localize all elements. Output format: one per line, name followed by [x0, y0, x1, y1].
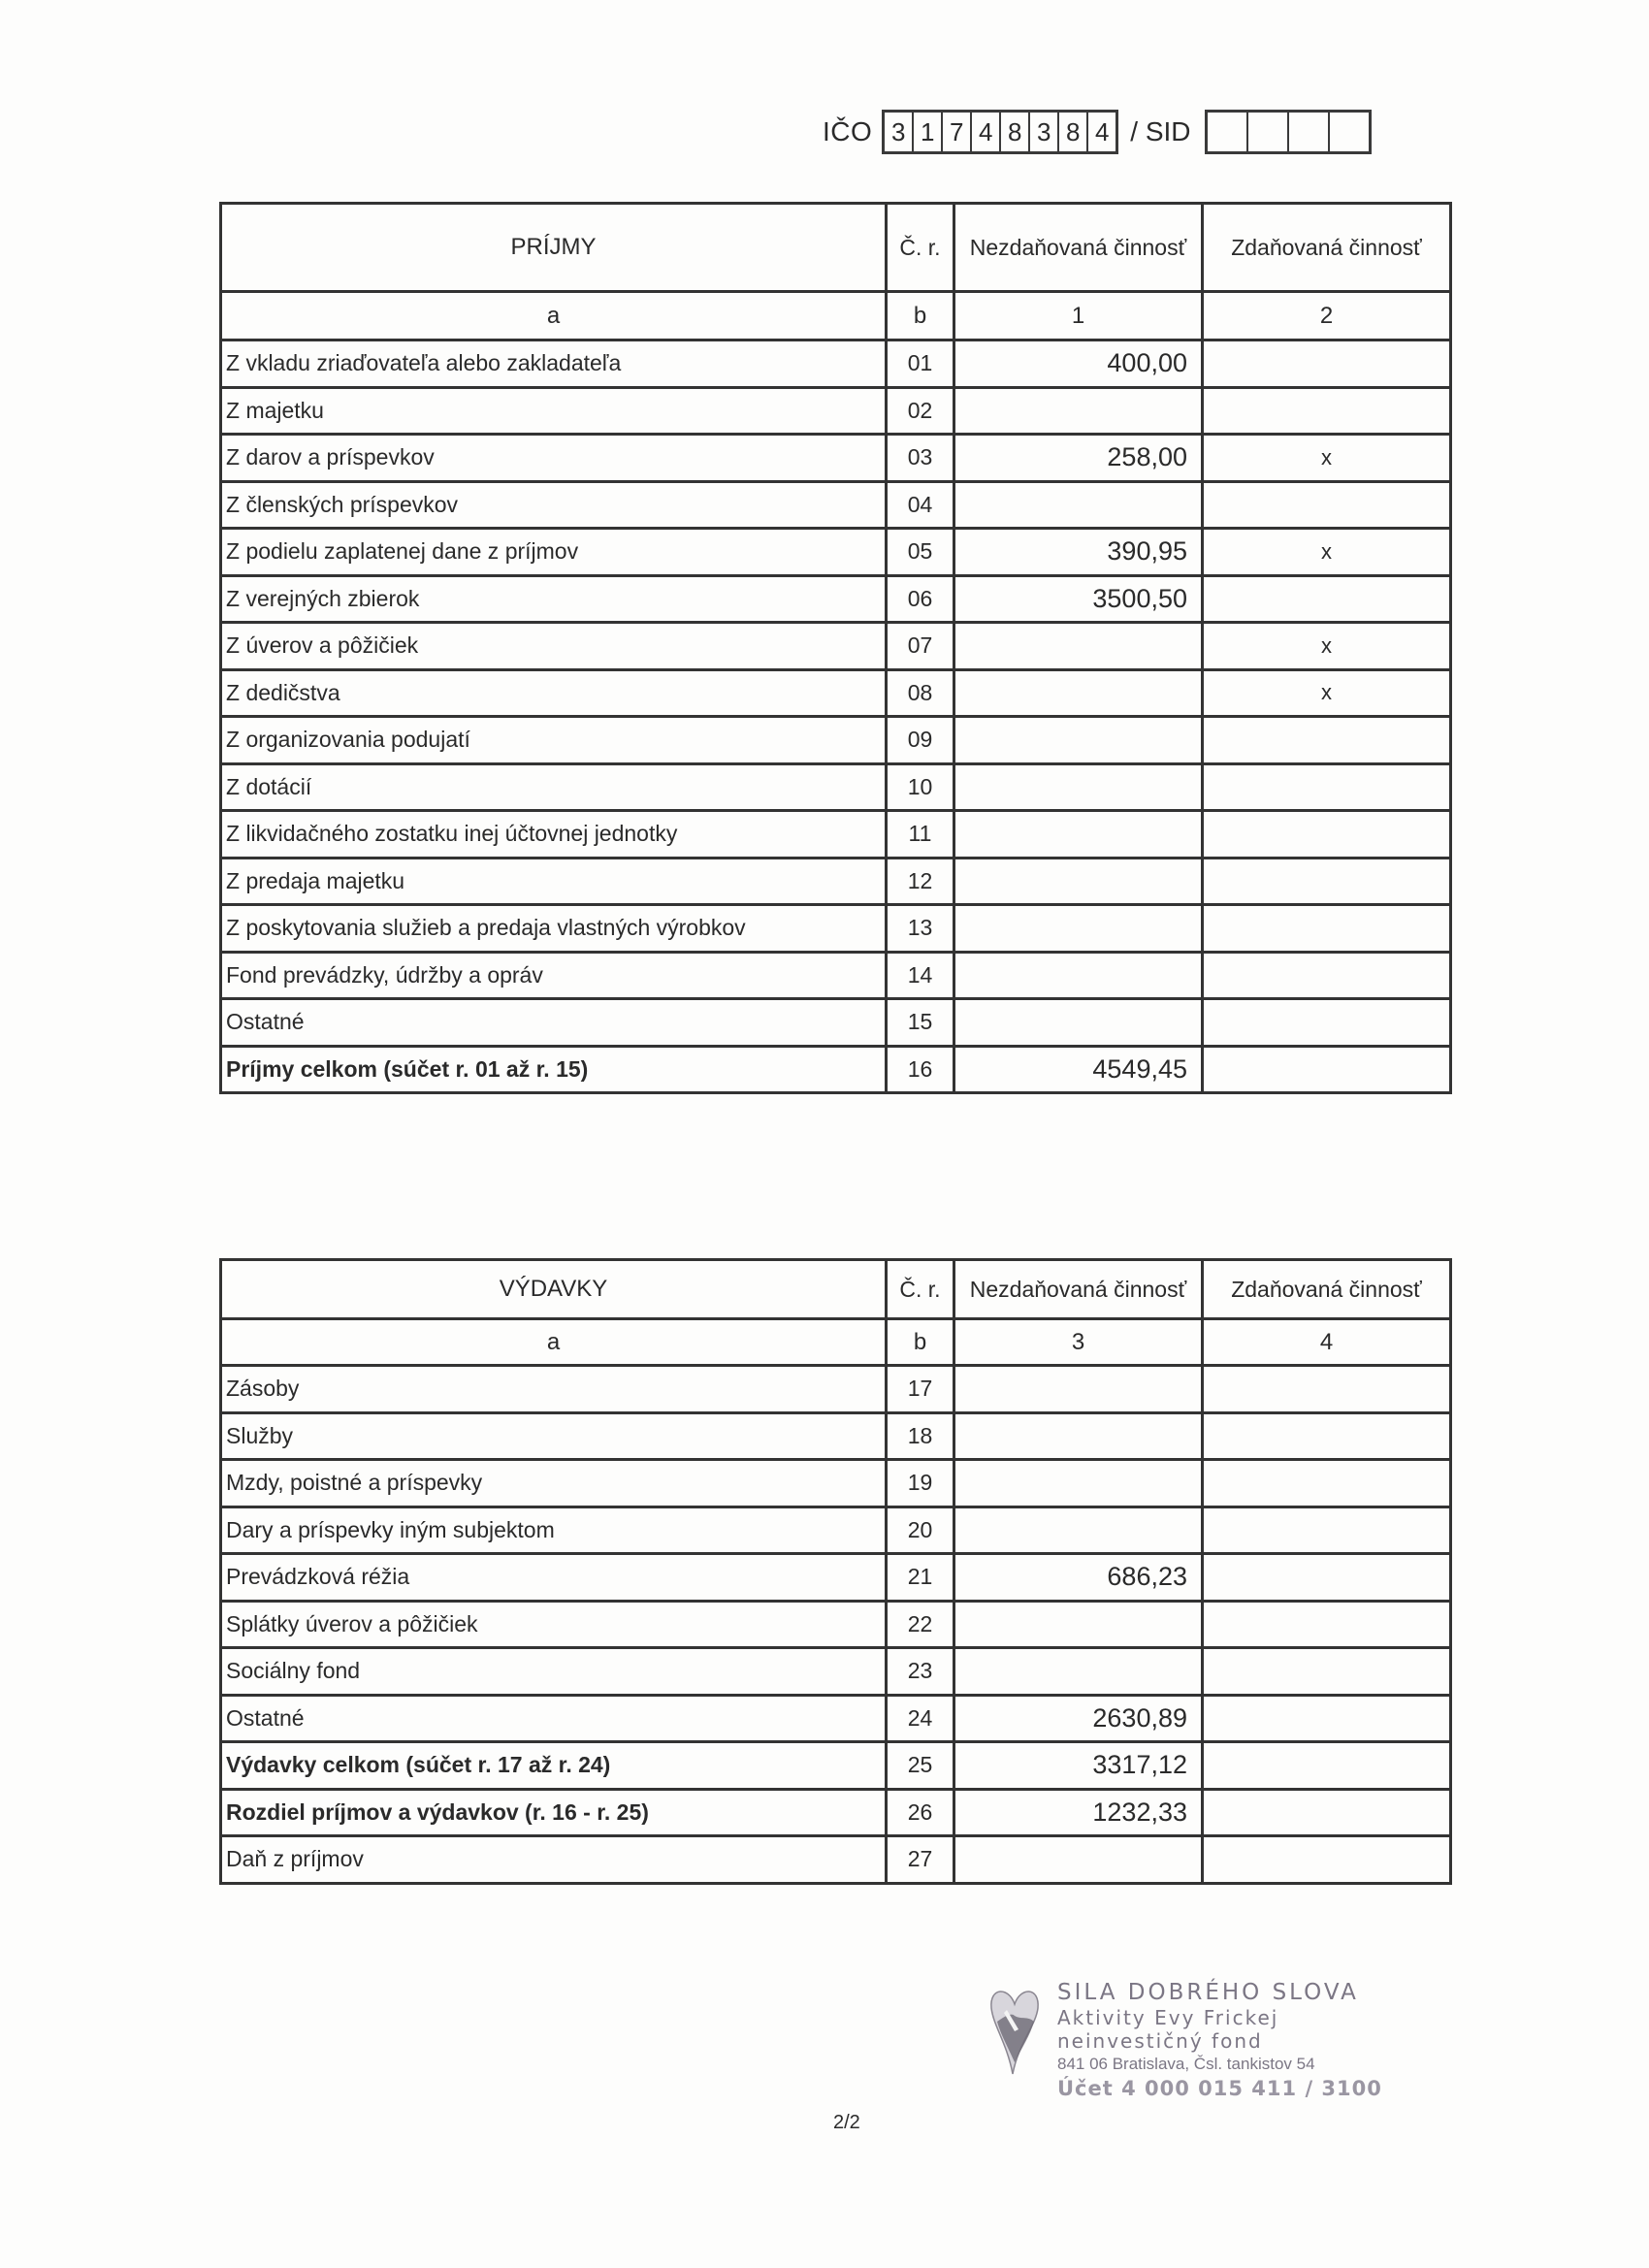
untaxed-value-cell[interactable]: 258,00 — [954, 435, 1203, 482]
table-row — [221, 1789, 1451, 1836]
taxed-value-cell[interactable] — [1203, 1789, 1451, 1836]
untaxed-value-cell[interactable] — [954, 1507, 1203, 1554]
untaxed-value-cell[interactable] — [954, 999, 1203, 1047]
row-number-header: Č. r. — [887, 204, 954, 292]
ico-digit[interactable]: 8 — [1001, 113, 1030, 151]
table-row — [221, 1836, 1451, 1884]
row-label: Rozdiel príjmov a výdavkov (r. 16 - r. 25) — [221, 1789, 887, 1836]
row-label: Z členských príspevkov — [221, 481, 887, 529]
row-number-header: Č. r. — [887, 1260, 954, 1319]
untaxed-value-cell[interactable] — [954, 763, 1203, 811]
untaxed-value-cell[interactable]: 2630,89 — [954, 1695, 1203, 1742]
table-row — [221, 952, 1451, 999]
expense-title: VÝDAVKY — [221, 1260, 887, 1319]
table-row — [221, 1601, 1451, 1648]
row-number: 07 — [887, 623, 954, 670]
row-label: Z darov a príspevkov — [221, 435, 887, 482]
table-row — [221, 905, 1451, 953]
untaxed-value-cell[interactable]: 686,23 — [954, 1554, 1203, 1602]
income-table — [219, 202, 1452, 1094]
row-label: Zásoby — [221, 1366, 887, 1413]
row-label: Daň z príjmov — [221, 1836, 887, 1884]
taxed-value-cell[interactable] — [1203, 811, 1451, 859]
row-number: 26 — [887, 1789, 954, 1836]
col-b-label: b — [887, 1319, 954, 1366]
expense-subheader-row — [221, 1319, 1451, 1366]
untaxed-value-cell[interactable]: 3500,50 — [954, 575, 1203, 623]
sid-digit[interactable] — [1289, 113, 1330, 151]
row-number: 15 — [887, 999, 954, 1047]
taxed-value-cell[interactable] — [1203, 1836, 1451, 1884]
row-label: Fond prevádzky, údržby a opráv — [221, 952, 887, 999]
ico-digit[interactable]: 3 — [885, 113, 914, 151]
taxed-value-cell[interactable] — [1203, 952, 1451, 999]
table-row — [221, 1460, 1451, 1507]
untaxed-value-cell[interactable] — [954, 811, 1203, 859]
taxed-value-cell[interactable]: x — [1203, 669, 1451, 717]
taxed-value-cell[interactable]: x — [1203, 623, 1451, 670]
row-label: Z predaja majetku — [221, 858, 887, 905]
row-number: 24 — [887, 1695, 954, 1742]
table-row — [221, 669, 1451, 717]
taxed-value-cell[interactable] — [1203, 858, 1451, 905]
sid-label: / SID — [1130, 116, 1191, 146]
row-label: Ostatné — [221, 999, 887, 1047]
ico-digit[interactable]: 8 — [1059, 113, 1088, 151]
row-number: 27 — [887, 1836, 954, 1884]
row-number: 12 — [887, 858, 954, 905]
row-number: 18 — [887, 1412, 954, 1460]
row-number: 04 — [887, 481, 954, 529]
row-label: Splátky úverov a pôžičiek — [221, 1601, 887, 1648]
table-row — [221, 1046, 1451, 1093]
table-row — [221, 717, 1451, 764]
table-row — [221, 763, 1451, 811]
row-number: 19 — [887, 1460, 954, 1507]
row-number: 01 — [887, 340, 954, 388]
row-number: 22 — [887, 1601, 954, 1648]
table-row — [221, 575, 1451, 623]
row-number: 17 — [887, 1366, 954, 1413]
taxed-value-cell[interactable] — [1203, 387, 1451, 435]
income-subheader-row — [221, 292, 1451, 340]
untaxed-value-cell[interactable] — [954, 623, 1203, 670]
row-label: Služby — [221, 1412, 887, 1460]
untaxed-value-cell[interactable] — [954, 1836, 1203, 1884]
sid-digit-boxes — [1205, 110, 1372, 154]
taxed-value-cell[interactable] — [1203, 1507, 1451, 1554]
expense-header-row — [221, 1260, 1451, 1319]
col-2-label: 2 — [1203, 292, 1451, 340]
table-row — [221, 811, 1451, 859]
untaxed-value-cell[interactable]: 3317,12 — [954, 1742, 1203, 1790]
taxed-activity-header: Zdaňovaná činnosť — [1203, 1260, 1451, 1319]
table-row — [221, 1742, 1451, 1790]
taxed-value-cell[interactable] — [1203, 763, 1451, 811]
table-row — [221, 529, 1451, 576]
table-row — [221, 623, 1451, 670]
row-number: 16 — [887, 1046, 954, 1093]
untaxed-value-cell[interactable] — [954, 1460, 1203, 1507]
row-label: Z dedičstva — [221, 669, 887, 717]
row-number: 08 — [887, 669, 954, 717]
col-4-label: 4 — [1203, 1319, 1451, 1366]
taxed-value-cell[interactable] — [1203, 717, 1451, 764]
row-label: Z vkladu zriaďovateľa alebo zakladateľa — [221, 340, 887, 388]
row-label: Z poskytovania služieb a predaja vlastných výrobkov — [221, 905, 887, 953]
income-header-row — [221, 204, 1451, 292]
taxed-value-cell[interactable]: x — [1203, 529, 1451, 576]
col-1-label: 1 — [954, 292, 1203, 340]
table-row — [221, 435, 1451, 482]
untaxed-value-cell[interactable]: 390,95 — [954, 529, 1203, 576]
table-row — [221, 999, 1451, 1047]
row-label: Z majetku — [221, 387, 887, 435]
untaxed-value-cell[interactable]: 1232,33 — [954, 1789, 1203, 1836]
row-number: 10 — [887, 763, 954, 811]
row-label: Z dotácií — [221, 763, 887, 811]
ico-digit-boxes — [882, 110, 1118, 154]
taxed-value-cell[interactable] — [1203, 1554, 1451, 1602]
income-title: PRÍJMY — [221, 204, 887, 292]
col-3-label: 3 — [954, 1319, 1203, 1366]
table-row — [221, 481, 1451, 529]
taxed-activity-header: Zdaňovaná činnosť — [1203, 204, 1451, 292]
row-label: Príjmy celkom (súčet r. 01 až r. 15) — [221, 1046, 887, 1093]
untaxed-value-cell[interactable] — [954, 1412, 1203, 1460]
table-row — [221, 1695, 1451, 1742]
taxed-value-cell[interactable] — [1203, 1460, 1451, 1507]
row-number: 06 — [887, 575, 954, 623]
row-label: Výdavky celkom (súčet r. 17 až r. 24) — [221, 1742, 887, 1790]
row-label: Dary a príspevky iným subjektom — [221, 1507, 887, 1554]
untaxed-value-cell[interactable] — [954, 905, 1203, 953]
untaxed-value-cell[interactable]: 4549,45 — [954, 1046, 1203, 1093]
table-row — [221, 1507, 1451, 1554]
sid-digit[interactable] — [1248, 113, 1289, 151]
taxed-value-cell[interactable] — [1203, 481, 1451, 529]
expense-table — [219, 1258, 1452, 1885]
table-row — [221, 340, 1451, 388]
untaxed-value-cell[interactable]: 400,00 — [954, 340, 1203, 388]
untaxed-value-cell[interactable] — [954, 858, 1203, 905]
stamp-subtitle: Aktivity Evy Frickej — [1057, 2006, 1279, 2029]
untaxed-activity-header: Nezdaňovaná činnosť — [954, 204, 1203, 292]
taxed-value-cell[interactable]: x — [1203, 435, 1451, 482]
stamp-address: 841 06 Bratislava, Čsl. tankistov 54 — [1057, 2055, 1315, 2073]
untaxed-value-cell[interactable] — [954, 481, 1203, 529]
row-label: Z podielu zaplatenej dane z príjmov — [221, 529, 887, 576]
ico-digit[interactable]: 3 — [1030, 113, 1059, 151]
taxed-value-cell[interactable] — [1203, 1695, 1451, 1742]
ico-digit[interactable]: 1 — [914, 113, 943, 151]
taxed-value-cell[interactable] — [1203, 1742, 1451, 1790]
taxed-value-cell[interactable] — [1203, 575, 1451, 623]
sid-digit[interactable] — [1208, 113, 1248, 151]
untaxed-value-cell[interactable] — [954, 1366, 1203, 1413]
untaxed-value-cell[interactable] — [954, 717, 1203, 764]
ico-sid-header — [823, 109, 1372, 155]
untaxed-activity-header: Nezdaňovaná činnosť — [954, 1260, 1203, 1319]
taxed-value-cell[interactable] — [1203, 1601, 1451, 1648]
stamp-account: Účet 4 000 015 411 / 3100 — [1057, 2077, 1382, 2100]
row-number: 11 — [887, 811, 954, 859]
untaxed-value-cell[interactable] — [954, 952, 1203, 999]
row-number: 25 — [887, 1742, 954, 1790]
row-number: 02 — [887, 387, 954, 435]
untaxed-value-cell[interactable] — [954, 1601, 1203, 1648]
stamp-org-name: SILA DOBRÉHO SLOVA — [1057, 1980, 1359, 2005]
row-label: Z verejných zbierok — [221, 575, 887, 623]
row-label: Prevádzková réžia — [221, 1554, 887, 1602]
table-row — [221, 858, 1451, 905]
row-number: 14 — [887, 952, 954, 999]
row-number: 05 — [887, 529, 954, 576]
table-row — [221, 1366, 1451, 1413]
taxed-value-cell[interactable] — [1203, 340, 1451, 388]
table-row — [221, 387, 1451, 435]
row-number: 09 — [887, 717, 954, 764]
row-label: Z likvidačného zostatku inej účtovnej jednotky — [221, 811, 887, 859]
ico-digit[interactable]: 4 — [1095, 116, 1110, 146]
taxed-value-cell[interactable] — [1203, 1648, 1451, 1696]
sid-digit[interactable] — [1330, 113, 1369, 151]
col-a-label: a — [221, 1319, 887, 1366]
ico-digit[interactable]: 7 — [943, 113, 972, 151]
row-label: Mzdy, poistné a príspevky — [221, 1460, 887, 1507]
taxed-value-cell[interactable] — [1203, 1366, 1451, 1413]
table-row — [221, 1554, 1451, 1602]
untaxed-value-cell[interactable] — [954, 387, 1203, 435]
page-number: 2/2 — [833, 2112, 860, 2133]
taxed-value-cell[interactable] — [1203, 1412, 1451, 1460]
row-label: Ostatné — [221, 1695, 887, 1742]
col-b-label: b — [887, 292, 954, 340]
taxed-value-cell[interactable] — [1203, 905, 1451, 953]
table-row — [221, 1648, 1451, 1696]
ico-label: IČO — [823, 116, 873, 146]
row-number: 13 — [887, 905, 954, 953]
untaxed-value-cell[interactable] — [954, 669, 1203, 717]
row-number: 20 — [887, 1507, 954, 1554]
untaxed-value-cell[interactable] — [954, 1648, 1203, 1696]
heart-icon — [989, 1983, 1040, 2076]
stamp-fund-type: neinvestičný fond — [1057, 2029, 1263, 2053]
table-row — [221, 1412, 1451, 1460]
taxed-value-cell[interactable] — [1203, 1046, 1451, 1093]
row-number: 21 — [887, 1554, 954, 1602]
row-number: 23 — [887, 1648, 954, 1696]
row-label: Z organizovania podujatí — [221, 717, 887, 764]
row-number: 03 — [887, 435, 954, 482]
row-label: Z úverov a pôžičiek — [221, 623, 887, 670]
taxed-value-cell[interactable] — [1203, 999, 1451, 1047]
ico-digit[interactable]: 4 — [972, 113, 1001, 151]
row-label: Sociálny fond — [221, 1648, 887, 1696]
col-a-label: a — [221, 292, 887, 340]
